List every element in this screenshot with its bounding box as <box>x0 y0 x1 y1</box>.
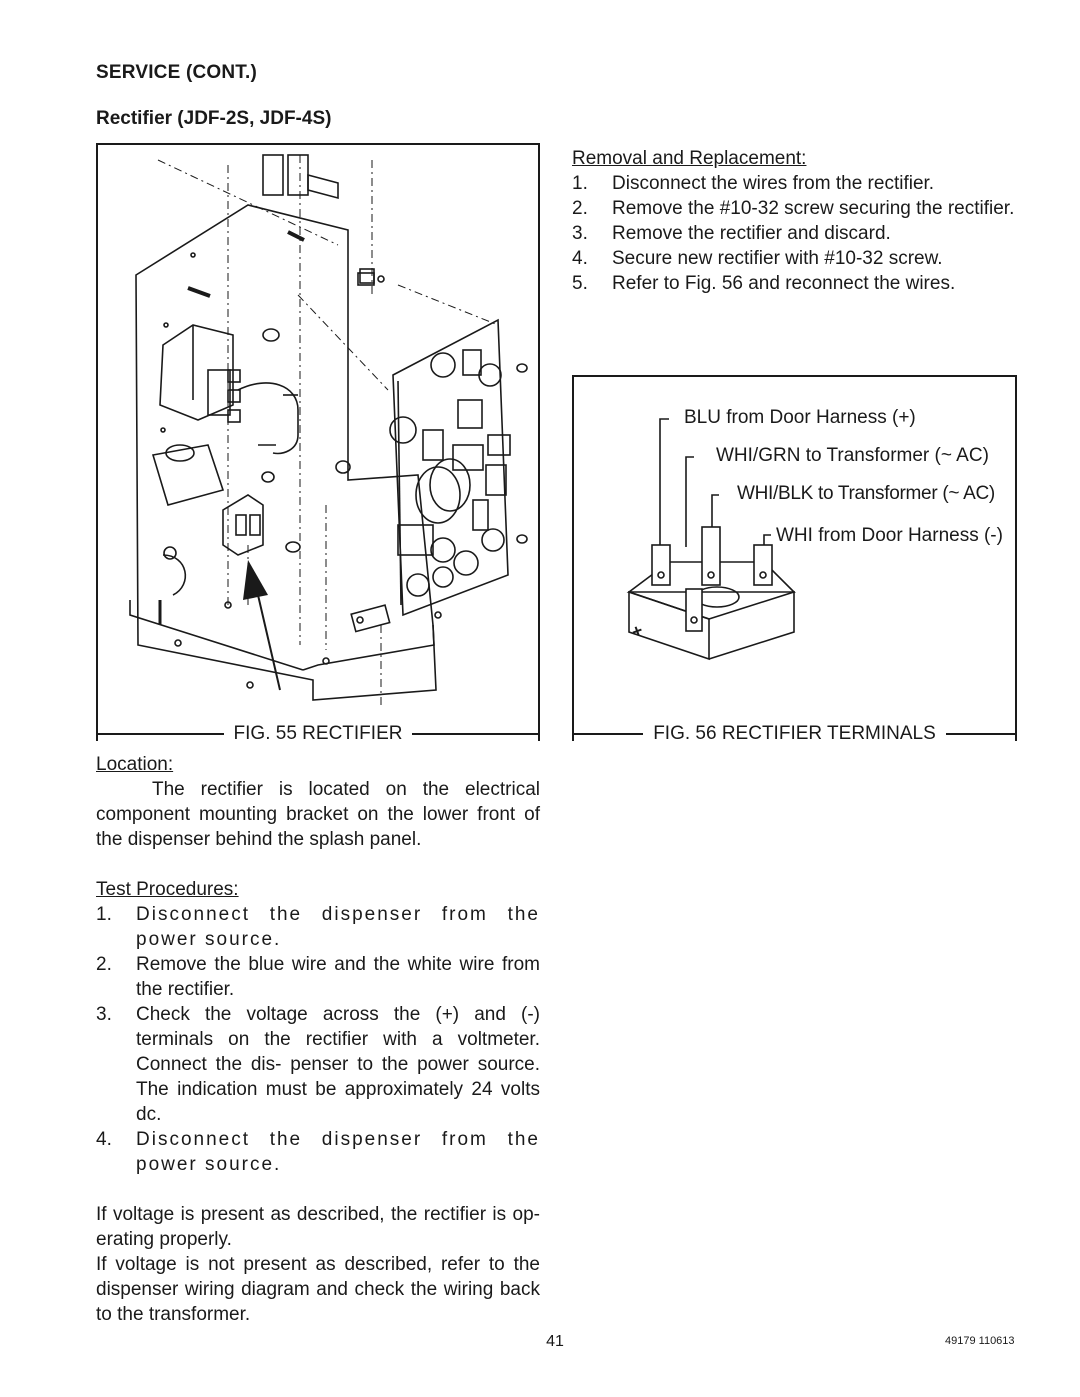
test-note-present: If voltage is present as described, the rectifier is op- erating properly. <box>96 1204 540 1250</box>
removal-heading: Removal and Replacement: <box>572 148 807 169</box>
list-item: 4. Secure new rectifier with #10-32 screw. <box>572 248 943 269</box>
list-item: 3. Check the voltage across the (+) and (-) terminals on the rectifier with a voltmeter. Connect the dis- penser to the power source. The indication must be approximately 24 volts dc. <box>96 1004 540 1125</box>
subsection-heading: Rectifier (JDF-2S, JDF-4S) <box>96 108 332 129</box>
caption-rule-right <box>946 733 1017 735</box>
list-item: 5. Refer to Fig. 56 and reconnect the wires. <box>572 273 956 294</box>
rectifier-exploded-illustration <box>98 145 538 735</box>
caption-rule-right <box>412 733 540 735</box>
list-item: 2. Remove the blue wire and the white wire from the rectifier. <box>96 954 540 1000</box>
plus-mark: + <box>628 619 646 643</box>
removal-steps <box>572 171 1032 296</box>
label-whi-blk-transformer: WHI/BLK to Transformer (~ AC) <box>737 483 995 504</box>
label-whi-door-harness: WHI from Door Harness (-) <box>776 525 1003 546</box>
fig56-frame <box>572 375 1017 741</box>
fig55-frame <box>96 143 540 741</box>
caption-rule-left <box>572 733 643 735</box>
list-item: 1. Disconnect the dispenser from the power source. <box>96 904 540 950</box>
list-item: 2. Remove the #10-32 screw securing the rectifier. <box>572 198 1015 219</box>
list-item: 3. Remove the rectifier and discard. <box>572 223 891 244</box>
section-heading: SERVICE (CONT.) <box>96 62 258 83</box>
fig56-caption-row <box>572 722 1017 746</box>
page-number: 41 <box>546 1333 564 1350</box>
document-code: 49179 110613 <box>945 1335 1015 1347</box>
fig56-caption: FIG. 56 RECTIFIER TERMINALS <box>653 723 936 744</box>
test-note-not-present: If voltage is not present as described, refer to the dispenser wiring diagram and check the wiring back to the transformer. <box>96 1254 540 1325</box>
test-heading: Test Procedures: <box>96 879 239 900</box>
location-heading: Location: <box>96 754 174 775</box>
caption-rule-left <box>96 733 224 735</box>
rectifier-terminal-diagram <box>574 377 1015 737</box>
removal-section <box>572 146 1032 296</box>
list-item: 4. Disconnect the dispenser from the power source. <box>96 1129 540 1175</box>
fig55-caption: FIG. 55 RECTIFIER <box>233 723 403 744</box>
left-column-text <box>96 752 540 1327</box>
test-steps <box>96 902 540 1177</box>
list-item: 1. Disconnect the wires from the rectifier. <box>572 173 935 194</box>
location-text: The rectifier is located on the electrical component mounting bracket on the lower front of the dispenser behind the splash panel. <box>96 779 540 850</box>
fig55-caption-row <box>96 722 540 746</box>
label-blu-door-harness: BLU from Door Harness (+) <box>684 407 916 428</box>
label-whi-grn-transformer: WHI/GRN to Transformer (~ AC) <box>716 445 989 466</box>
